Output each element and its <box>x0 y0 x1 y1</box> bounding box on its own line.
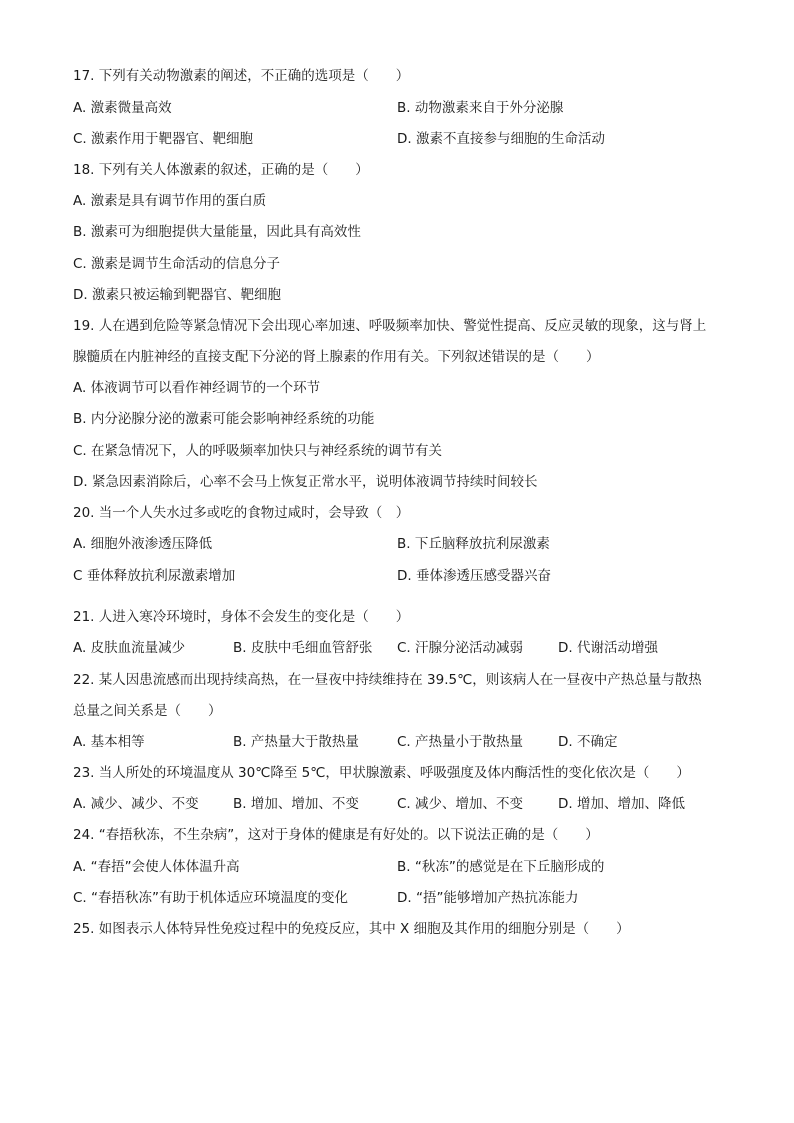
question-22-option-d: D. 不确定 <box>558 734 618 750</box>
question-24-option-d: D. “捂”能够增加产热抗冻能力 <box>397 890 579 906</box>
question-21-option-d: D. 代谢活动增强 <box>558 640 658 656</box>
question-17-option-b: B. 动物激素来自于外分泌腺 <box>397 100 564 116</box>
question-22-option-c: C. 产热量小于散热量 <box>397 734 524 750</box>
question-19-option-c: C. 在紧急情况下，人的呼吸频率加快只与神经系统的调节有关 <box>73 443 443 459</box>
question-19-option-d: D. 紧急因素消除后，心率不会马上恢复正常水平，说明体液调节持续时间较长 <box>73 474 538 490</box>
question-22-stem-line-2: 总量之间关系是（ ） <box>73 703 222 719</box>
question-17-option-c: C. 激素作用于靶器官、靶细胞 <box>73 131 254 147</box>
question-18-option-b: B. 激素可为细胞提供大量能量，因此具有高效性 <box>73 224 361 240</box>
question-24-option-b: B. “秋冻”的感觉是在下丘脑形成的 <box>397 859 605 875</box>
question-20-stem: 20. 当一个人失水过多或吃的食物过咸时，会导致（ ） <box>73 505 410 521</box>
question-18-option-c: C. 激素是调节生命活动的信息分子 <box>73 256 281 272</box>
question-20-option-b: B. 下丘脑释放抗利尿激素 <box>397 536 550 552</box>
question-19-stem-line-2: 腺髓质在内脏神经的直接支配下分泌的肾上腺素的作用有关。下列叙述错误的是（ ） <box>73 349 600 365</box>
question-20-option-c: C 垂体释放抗利尿激素增加 <box>73 568 236 584</box>
question-22-option-b: B. 产热量大于散热量 <box>233 734 359 750</box>
question-24-stem: 24. “春捂秋冻，不生杂病”，这对于身体的健康是有好处的。以下说法正确的是（ ） <box>73 827 599 843</box>
question-21-option-b: B. 皮肤中毛细血管舒张 <box>233 640 373 656</box>
question-18-stem: 18. 下列有关人体激素的叙述，正确的是（ ） <box>73 162 369 178</box>
question-22-stem-line-1: 22. 某人因患流感而出现持续高热，在一昼夜中持续维持在 39.5℃，则该病人在一昼夜中产热总量与散热 <box>73 672 702 688</box>
question-20-option-d: D. 垂体渗透压感受器兴奋 <box>397 568 551 584</box>
question-21-option-c: C. 汗腺分泌活动减弱 <box>397 640 524 656</box>
question-18-option-d: D. 激素只被运输到靶器官、靶细胞 <box>73 287 281 303</box>
question-21-stem: 21. 人进入寒冷环境时，身体不会发生的变化是（ ） <box>73 609 410 625</box>
question-19-option-b: B. 内分泌腺分泌的激素可能会影响神经系统的功能 <box>73 411 375 427</box>
question-21-option-a: A. 皮肤血流量减少 <box>73 640 186 656</box>
question-17-option-d: D. 激素不直接参与细胞的生命活动 <box>397 131 605 147</box>
question-19-stem-line-1: 19. 人在遇到危险等紧急情况下会出现心率加速、呼吸频率加快、警觉性提高、反应灵敏的现象，这与肾上 <box>73 318 707 334</box>
question-20-option-a: A. 细胞外液渗透压降低 <box>73 536 213 552</box>
question-23-option-d: D. 增加、增加、降低 <box>558 796 685 812</box>
question-23-option-a: A. 减少、减少、不变 <box>73 796 199 812</box>
question-18-option-a: A. 激素是具有调节作用的蛋白质 <box>73 193 267 209</box>
question-22-option-a: A. 基本相等 <box>73 734 145 750</box>
question-23-option-b: B. 增加、增加、不变 <box>233 796 359 812</box>
question-17-option-a: A. 激素微量高效 <box>73 100 172 116</box>
question-17-stem: 17. 下列有关动物激素的阐述，不正确的选项是（ ） <box>73 68 410 84</box>
question-19-option-a: A. 体液调节可以看作神经调节的一个环节 <box>73 380 321 396</box>
question-23-option-c: C. 减少、增加、不变 <box>397 796 524 812</box>
question-24-option-c: C. “春捂秋冻”有助于机体适应环境温度的变化 <box>73 890 348 906</box>
question-25-stem: 25. 如图表示人体特异性免疫过程中的免疫反应，其中 X 细胞及其作用的细胞分别是（ ） <box>73 921 630 937</box>
question-23-stem: 23. 当人所处的环境温度从 30℃降至 5℃，甲状腺激素、呼吸强度及体内酶活性的变化依次是（ ） <box>73 765 690 781</box>
question-24-option-a: A. “春捂”会使人体体温升高 <box>73 859 240 875</box>
